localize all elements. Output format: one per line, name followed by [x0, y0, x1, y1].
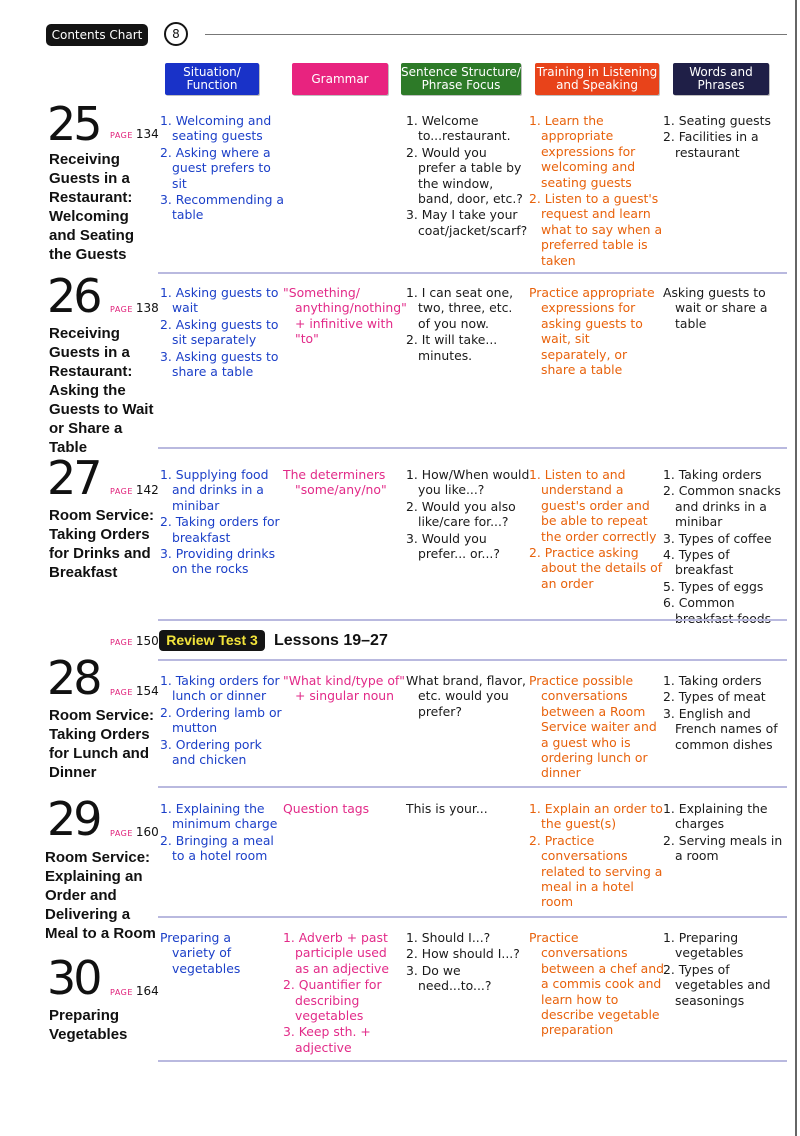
sentence-cell [406, 285, 528, 364]
list-item: 3. Providing drinks on the rocks [160, 546, 276, 577]
lesson-page-ref [110, 825, 159, 839]
list-item: 1. Asking guests to wait [160, 285, 279, 316]
list-item: 1. Taking orders [663, 673, 762, 688]
page-number: 134 [135, 127, 159, 141]
list-item: 2. How should I...? [406, 946, 520, 962]
lesson-title: Receiving Guests in a Restaurant: Welcoming and Seating the Guests [49, 151, 135, 263]
cell-list [529, 930, 665, 1038]
column-header-label: Grammar [311, 71, 369, 86]
cell-list [663, 801, 789, 864]
column-header-sentence [401, 63, 521, 95]
list-item: 1. Explain an order to the guest(s) [529, 801, 663, 832]
sentence-cell [406, 930, 530, 995]
row-separator [158, 619, 787, 621]
page-edge-rule [795, 0, 797, 1136]
lesson-title: Preparing Vegetables [49, 1007, 128, 1043]
list-item: 3. Asking guests to share a table [160, 348, 279, 380]
list-item: 2. Would you also like/care for...? [406, 498, 516, 530]
page-number: 160 [135, 825, 159, 839]
cell-list [406, 467, 530, 561]
words-cell [663, 467, 789, 627]
list-item: "What kind/type of" + singular noun [283, 673, 405, 704]
lesson-page-ref [110, 301, 159, 315]
lesson-number: 29 [47, 792, 100, 846]
list-item: 1. How/When would you like...? [406, 467, 530, 498]
list-item: "Something/ anything/nothing" + infinitive with "to" [283, 285, 407, 347]
cell-list [663, 930, 789, 1008]
list-item: 2. Bringing a meal to a hotel room [160, 832, 274, 864]
list-item: 3. Ordering pork and chicken [160, 736, 262, 768]
list-item: 3. Keep sth. + adjective [283, 1024, 371, 1055]
list-item: 2. Taking orders for breakfast [160, 514, 280, 545]
lesson-title: Room Service: Taking Orders for Lunch and Dinner [49, 707, 155, 781]
list-item: 2. Practice asking about the details of an order [529, 545, 663, 591]
training-cell [529, 285, 661, 378]
list-item: 1. Supplying food and drinks in a minibar [160, 467, 269, 513]
list-item: 2. Quantifier for describing vegetables [283, 977, 382, 1024]
page-word: PAGE [110, 638, 133, 647]
review-lessons-range: Lessons 19–27 [274, 632, 388, 649]
lesson-number: 30 [47, 951, 100, 1005]
page-word: PAGE [110, 131, 133, 140]
page-word: PAGE [110, 305, 133, 314]
situation-cell [160, 801, 282, 865]
lesson-number: 27 [47, 451, 100, 505]
lesson-title: Receiving Guests in a Restaurant: Asking the Guests to Wait or Share a Table [49, 325, 154, 456]
grammar-cell [283, 673, 405, 705]
situation-cell [160, 673, 282, 768]
cell-list [663, 285, 787, 331]
lesson-number: 25 [47, 97, 100, 151]
cell-list [160, 930, 278, 976]
cell-list [283, 930, 403, 1055]
lesson-title: Room Service: Explaining an Order and Delivering a Meal to a Room [45, 849, 156, 942]
page-word: PAGE [110, 829, 133, 838]
cell-list [160, 801, 282, 864]
list-item: 3. May I take your coat/jacket/scarf? [406, 207, 528, 238]
list-item: 2. Asking guests to sit separately [160, 316, 279, 348]
sentence-cell [406, 673, 526, 720]
page-number: 164 [135, 984, 159, 998]
column-header-training [535, 63, 659, 95]
page-number: 138 [135, 301, 159, 315]
lesson-page-ref [110, 984, 159, 998]
lesson-page-ref [110, 684, 159, 698]
lesson-number: 28 [47, 651, 100, 705]
lesson-page-ref [110, 483, 159, 497]
list-item: 1. Explaining the minimum charge [160, 801, 278, 832]
situation-cell [160, 285, 280, 380]
list-item: 5. Types of eggs [663, 578, 764, 594]
page-word: PAGE [110, 988, 133, 997]
situation-cell [160, 467, 280, 578]
list-item: 3. Recommending a table [160, 192, 285, 223]
cell-list [406, 673, 526, 719]
training-cell [529, 467, 665, 592]
cell-list [283, 801, 401, 816]
list-item: 2. Would you prefer a table by the window, band, door, etc.? [406, 144, 523, 207]
lesson-number: 26 [47, 269, 100, 323]
list-item: 3. English and French names of common dishes [663, 705, 778, 752]
sentence-cell [406, 467, 530, 562]
list-item: 1. Listen to and understand a guest's order and be able to repeat the order correctly [529, 467, 657, 544]
grammar-cell [283, 467, 401, 499]
list-item: The determiners "some/any/no" [283, 467, 387, 498]
sentence-cell [406, 113, 528, 239]
list-item: 1. Should I...? [406, 930, 491, 945]
list-item: 1. Seating guests [663, 113, 771, 128]
cell-list [160, 673, 282, 767]
cell-list [529, 467, 665, 591]
column-header-label: Sentence Structure/ Phrase Focus [401, 65, 521, 92]
list-item: 1. I can seat one, two, three, etc. of you now. [406, 285, 514, 331]
list-item: 2. Types of meat [663, 689, 766, 705]
cell-list [406, 930, 530, 994]
page-word: PAGE [110, 487, 133, 496]
list-item: 1. Taking orders [663, 467, 762, 482]
review-page-ref [110, 634, 159, 648]
list-item: 3. Do we need...to...? [406, 962, 492, 994]
list-item: Preparing a variety of vegetables [160, 930, 241, 976]
row-separator [158, 272, 787, 274]
header-rule [205, 34, 787, 35]
situation-cell [160, 930, 278, 977]
list-item: 3. Types of coffee [663, 530, 772, 546]
list-item: 6. Common [663, 595, 735, 611]
grammar-cell [283, 801, 401, 817]
column-header-words [673, 63, 769, 95]
list-item: 2. Asking where a guest prefers to sit [160, 144, 271, 191]
cell-list [529, 285, 661, 377]
training-cell [529, 673, 665, 782]
cell-list [406, 285, 528, 363]
page-number-badge: 8 [164, 22, 188, 46]
list-item: This is your... [406, 801, 488, 816]
sentence-cell [406, 801, 526, 817]
row-separator [158, 786, 787, 788]
list-item: 1. Taking orders for lunch or dinner [160, 673, 280, 704]
cell-list [283, 467, 401, 498]
list-item: 1. Welcoming and seating guests [160, 113, 272, 144]
column-header-grammar [292, 63, 388, 95]
list-item: What brand, flavor, etc. would you prefer? [406, 673, 526, 719]
words-cell [663, 801, 789, 865]
row-separator [158, 916, 787, 918]
cell-list [283, 285, 405, 347]
list-item: 2. Practice conversations related to serving a meal in a hotel room [529, 832, 663, 910]
list-item: 2. Types of vegetables and seasonings [663, 961, 771, 1008]
cell-list [406, 801, 526, 816]
lesson-title: Room Service: Taking Orders for Drinks and Breakfast [49, 507, 155, 581]
cell-list [663, 113, 789, 160]
cell-list [160, 285, 280, 379]
training-cell [529, 930, 665, 1039]
words-cell [663, 930, 789, 1009]
page-word: PAGE [110, 688, 133, 697]
column-header-label: Words and Phrases [689, 65, 753, 92]
grammar-cell [283, 930, 403, 1056]
list-item: 1. Adverb + past participle used as an adjective [283, 930, 389, 976]
list-item: 2. Common snacks and drinks in a minibar [663, 483, 781, 530]
list-item: 2. Ordering lamb or mutton [160, 704, 282, 736]
words-cell [663, 113, 789, 161]
words-cell [663, 673, 789, 753]
list-item: 2. Listen to a guest's request and learn what to say when a preferred table is taken [529, 191, 663, 268]
page-number: 142 [135, 483, 159, 497]
list-item: 3. Would you prefer... or...? [406, 530, 500, 562]
training-cell [529, 801, 665, 911]
page-number: 154 [135, 684, 159, 698]
cell-list [160, 467, 280, 577]
cell-list [663, 467, 789, 626]
lesson-page-ref [110, 127, 159, 141]
list-item: 1. Learn the appropriate expressions for welcoming and seating guests [529, 113, 636, 190]
situation-cell [160, 113, 285, 224]
list-item: 2. It will take... minutes. [406, 332, 498, 363]
contents-chart-tag: Contents Chart [46, 24, 148, 46]
training-cell [529, 113, 664, 269]
list-item: Practice possible conversations between a Room Service waiter and a guest who is ordering lunch or dinner [529, 673, 657, 781]
column-header-label: Training in Listening and Speaking [536, 65, 658, 92]
page-number: 150 [135, 634, 159, 648]
review-test-tag: Review Test 3 [159, 630, 265, 651]
cell-list [160, 113, 285, 223]
list-item: 1. Welcome to...restaurant. [406, 113, 511, 144]
cell-list [283, 673, 405, 704]
list-item: 4. Types of breakfast [663, 547, 734, 578]
list-item: 1. Preparing vegetables [663, 930, 744, 961]
list-item: 2. Facilities in a restaurant [663, 129, 759, 160]
list-item: Practice appropriate expressions for asking guests to wait, sit separately, or share a table [529, 285, 655, 378]
cell-list [529, 113, 664, 268]
row-separator [158, 659, 787, 661]
grammar-cell [283, 285, 405, 348]
words-cell [663, 285, 787, 332]
row-separator [158, 1060, 787, 1062]
cell-list [406, 113, 528, 238]
list-item: Asking guests to wait or share a table [663, 285, 768, 331]
list-item: Practice conversations between a chef and a commis cook and learn how to describe vegetable preparation [529, 930, 664, 1038]
row-separator [158, 447, 787, 449]
column-header-label: Situation/ Function [183, 65, 241, 92]
list-item: 1. Explaining the charges [663, 801, 768, 832]
cell-list [529, 801, 665, 910]
cell-list [529, 673, 665, 781]
cell-list [663, 673, 789, 752]
list-item: Question tags [283, 801, 370, 816]
list-item: 2. Serving meals in a room [663, 832, 783, 864]
column-header-situation [165, 63, 259, 95]
